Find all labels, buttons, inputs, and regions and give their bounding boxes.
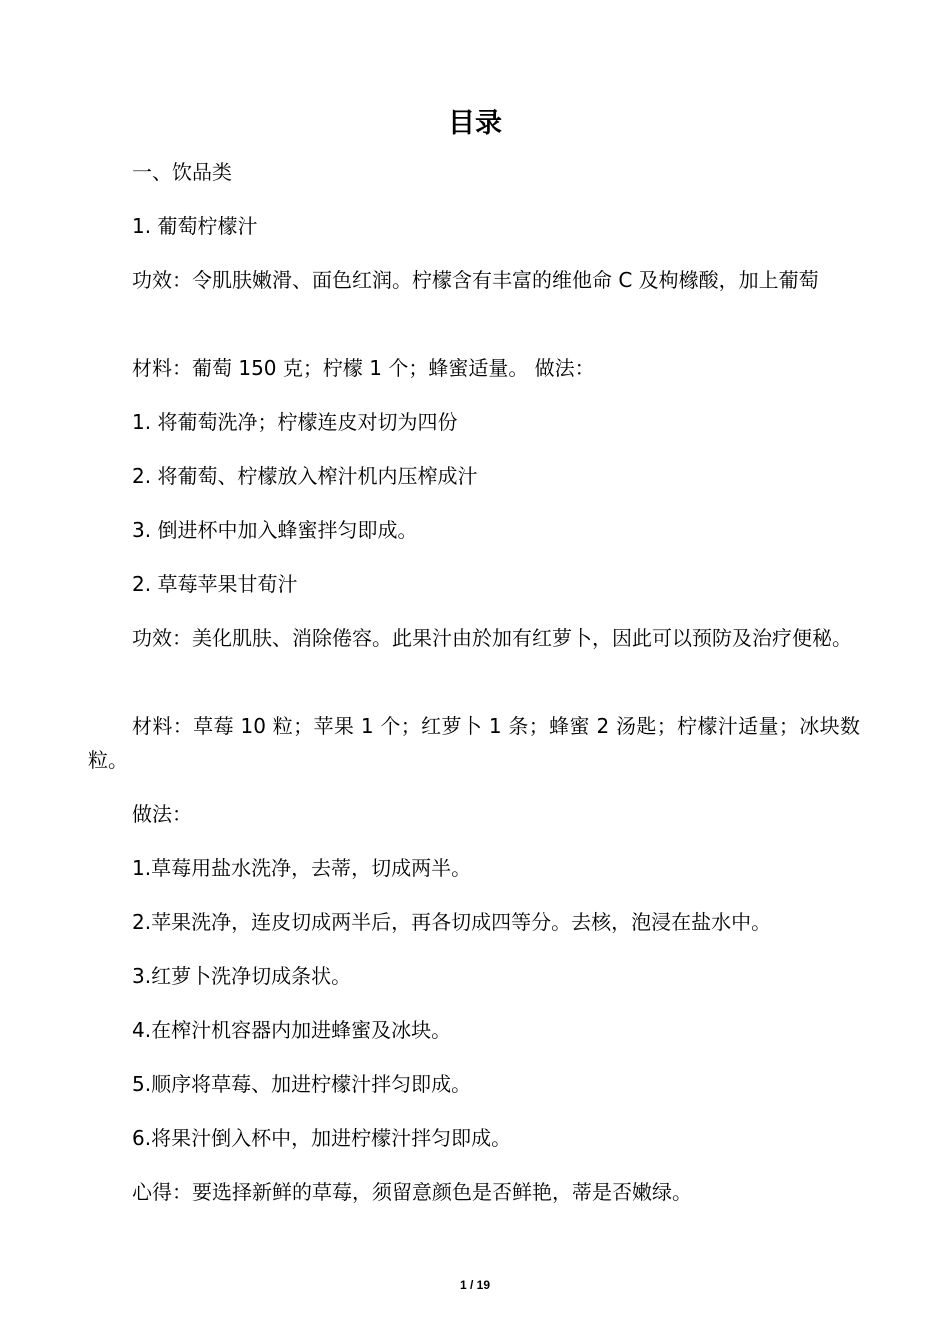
recipe-step: 1.草莓用盐水洗净，去蒂，切成两半。 — [132, 856, 472, 880]
recipe-method-heading: 做法： — [132, 802, 192, 826]
page-number: 1 / 19 — [459, 1278, 491, 1292]
recipe-benefits: 功效：美化肌肤、消除倦容。此果汁由於加有红萝卜，因此可以预防及治疗便秘。 — [132, 626, 852, 650]
recipe-step: 2.苹果洗净，连皮切成两半后，再各切成四等分。去核，泡浸在盐水中。 — [132, 910, 772, 934]
section-heading: 一、饮品类 — [132, 160, 232, 184]
recipe-step: 5.顺序将草莓、加进柠檬汁拌匀即成。 — [132, 1072, 472, 1096]
recipe-ingredients: 材料：葡萄 150 克；柠檬 1 个；蜂蜜适量。 做法： — [132, 356, 595, 380]
page-title: 目录 — [448, 108, 502, 139]
recipe-tip: 心得：要选择新鲜的草莓，须留意颜色是否鲜艳，蒂是否嫩绿。 — [132, 1180, 692, 1204]
recipe-step: 3.红萝卜洗净切成条状。 — [132, 964, 352, 988]
recipe-title: 2. 草莓苹果甘荀汁 — [132, 572, 298, 596]
recipe-step: 6.将果汁倒入杯中，加进柠檬汁拌匀即成。 — [132, 1126, 512, 1150]
recipe-benefits: 功效：令肌肤嫩滑、面色红润。柠檬含有丰富的维他命 C 及枸橼酸，加上葡萄 — [132, 268, 819, 292]
recipe-step: 3. 倒进杯中加入蜂蜜拌匀即成。 — [132, 518, 418, 542]
recipe-title: 1. 葡萄柠檬汁 — [132, 214, 258, 238]
recipe-ingredients: 材料：草莓 10 粒；苹果 1 个；红萝卜 1 条；蜂蜜 2 汤匙；柠檬汁适量；冰块数粒。 — [88, 714, 860, 772]
recipe-step: 4.在榨汁机容器内加进蜂蜜及冰块。 — [132, 1018, 452, 1042]
recipe-step: 2. 将葡萄、柠檬放入榨汁机内压榨成汁 — [132, 464, 478, 488]
recipe-step: 1. 将葡萄洗净；柠檬连皮对切为四份 — [132, 410, 458, 434]
